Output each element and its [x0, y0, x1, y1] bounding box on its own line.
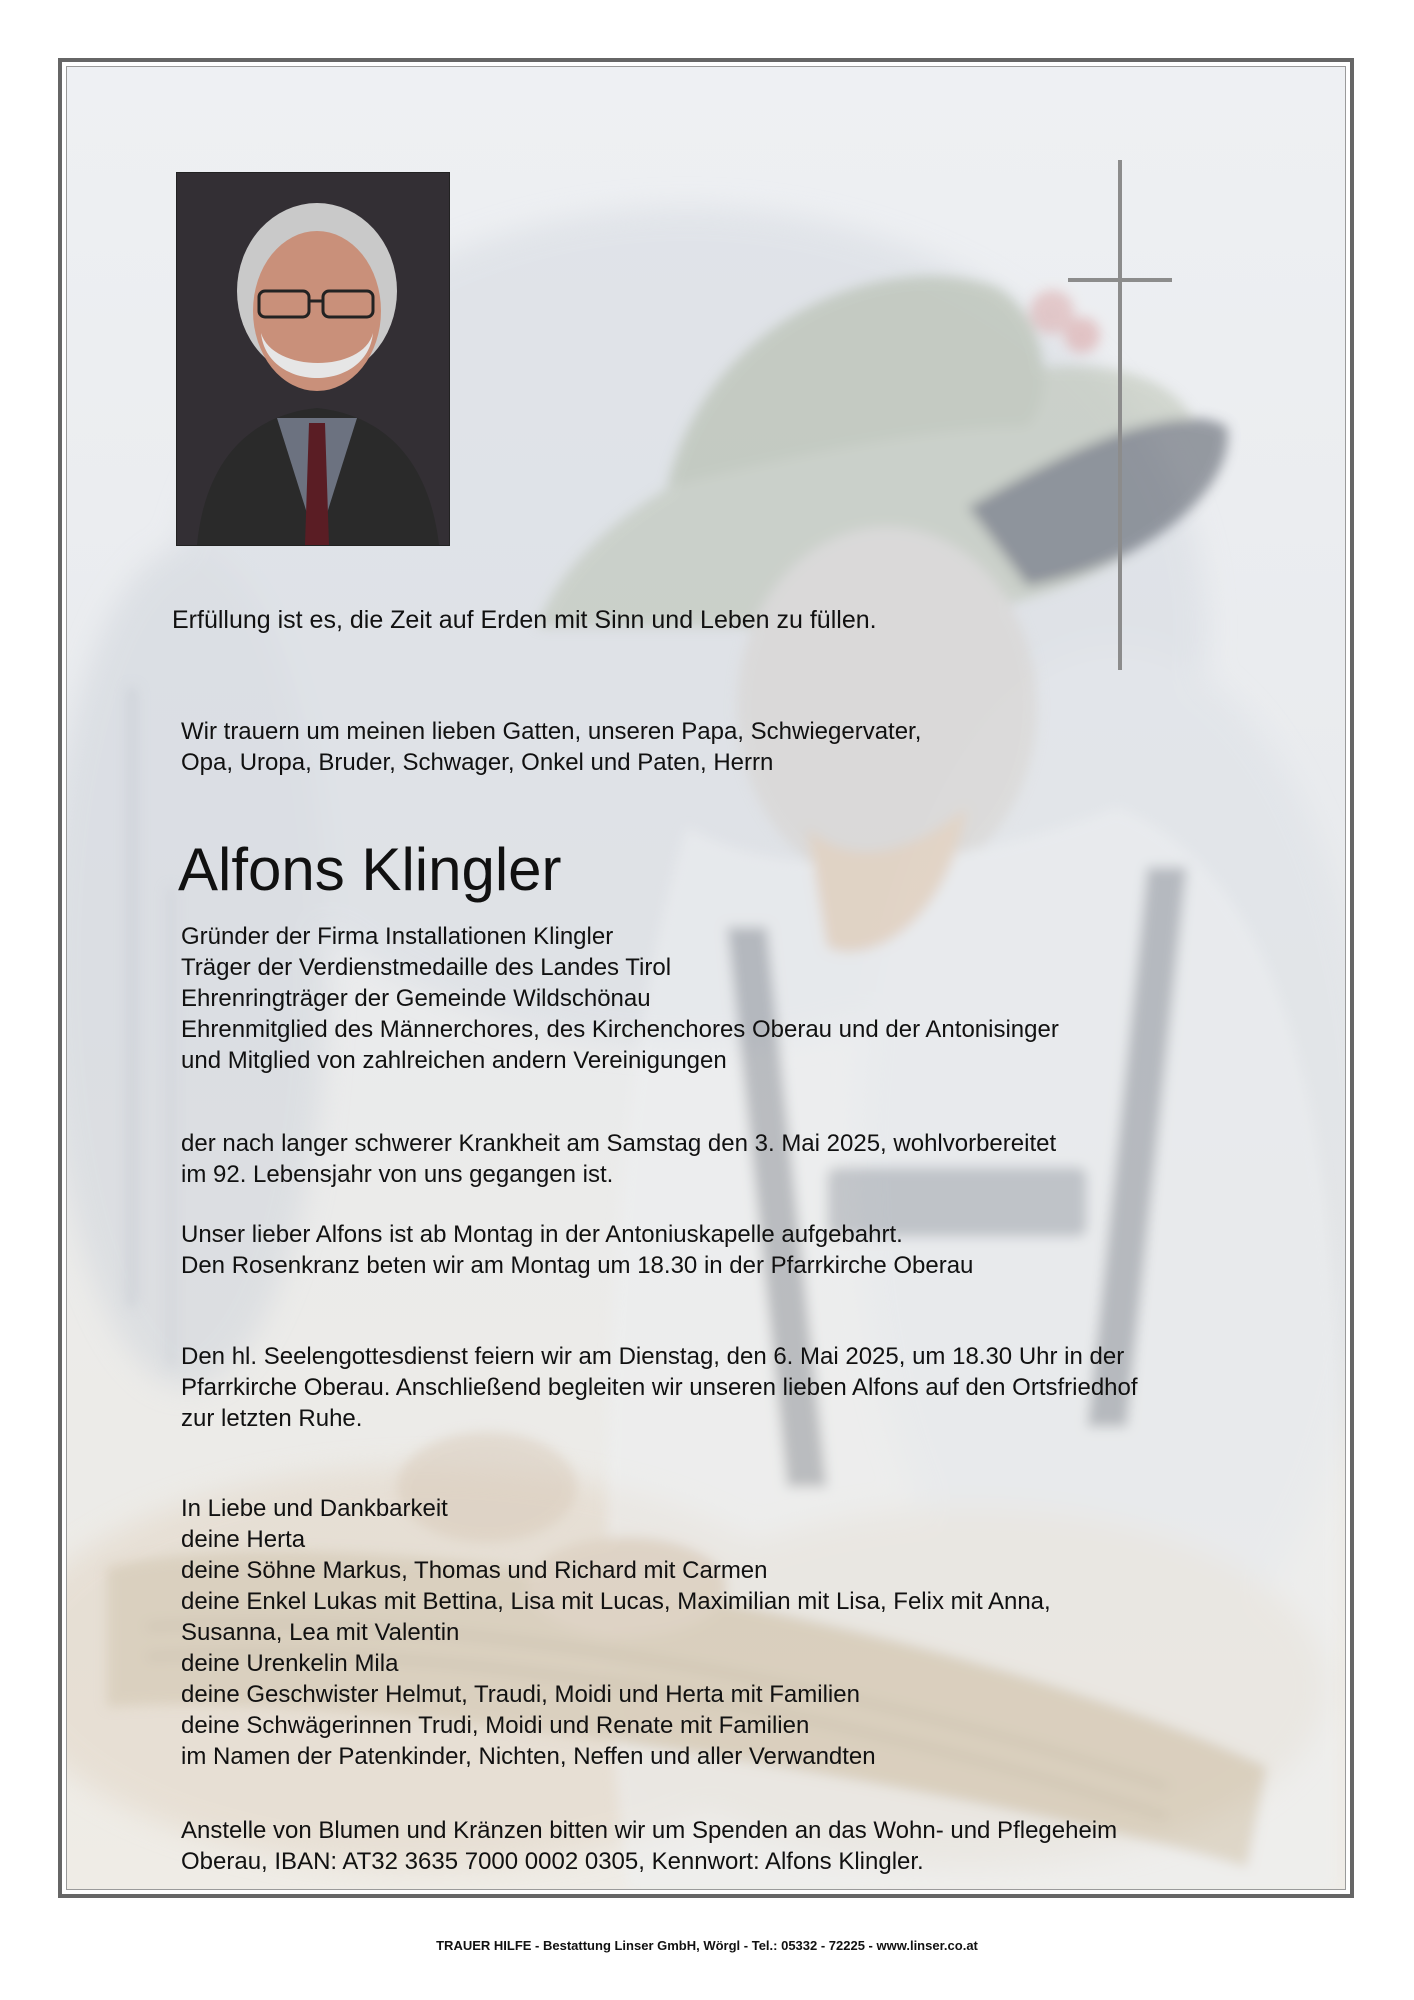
- honors-list: [181, 921, 1059, 1076]
- mourner-line: deine Geschwister Helmut, Traudi, Moidi und Herta mit Familien: [181, 1681, 860, 1708]
- mourner-line: In Liebe und Dankbarkeit: [181, 1495, 448, 1522]
- deceased-portrait: [176, 172, 450, 546]
- honor-line: Gründer der Firma Installationen Klingler: [181, 923, 614, 950]
- honor-line: Träger der Verdienstmedaille des Landes Tirol: [181, 954, 672, 981]
- mourner-line: deine Söhne Markus, Thomas und Richard mit Carmen: [181, 1557, 768, 1584]
- funeral-service-info: [181, 1341, 1138, 1434]
- donation-request: [181, 1815, 1117, 1877]
- mourner-line: deine Schwägerinnen Trudi, Moidi und Renate mit Familien: [181, 1712, 810, 1739]
- mourner-line: im Namen der Patenkinder, Nichten, Neffen und aller Verwandten: [181, 1743, 876, 1770]
- death-notice-line: der nach langer schwerer Krankheit am Samstag den 3. Mai 2025, wohlvorbereitet: [181, 1130, 1057, 1157]
- service-line: zur letzten Ruhe.: [181, 1405, 363, 1432]
- viewing-info: [181, 1219, 973, 1281]
- funeral-home-footer: TRAUER HILFE - Bestattung Linser GmbH, Wörgl - Tel.: 05332 - 72225 - www.linser.co.at: [436, 1938, 978, 1953]
- mourner-line: deine Urenkelin Mila: [181, 1650, 399, 1677]
- death-notice: [181, 1128, 1056, 1190]
- mourners-list: [181, 1493, 1051, 1772]
- intro-line: Opa, Uropa, Bruder, Schwager, Onkel und Paten, Herrn: [181, 749, 774, 776]
- honor-line: Ehrenmitglied des Männerchores, des Kirchenchores Oberau und der Antonisinger: [181, 1016, 1059, 1043]
- service-line: Den hl. Seelengottesdienst feiern wir am Dienstag, den 6. Mai 2025, um 18.30 Uhr in der: [181, 1343, 1125, 1370]
- honor-line: und Mitglied von zahlreichen andern Vereinigungen: [181, 1047, 727, 1074]
- viewing-line: Unser lieber Alfons ist ab Montag in der Antoniuskapelle aufgebahrt.: [181, 1221, 903, 1248]
- donation-line: Anstelle von Blumen und Kränzen bitten wir um Spenden an das Wohn- und Pflegeheim: [181, 1817, 1118, 1844]
- intro-line: Wir trauern um meinen lieben Gatten, unseren Papa, Schwiegervater,: [181, 718, 922, 745]
- donation-line: Oberau, IBAN: AT32 3635 7000 0002 0305, Kennwort: Alfons Klingler.: [181, 1848, 924, 1875]
- mourner-line: Susanna, Lea mit Valentin: [181, 1619, 460, 1646]
- memorial-cross: [1068, 160, 1172, 670]
- intro-text: [181, 716, 921, 778]
- cross-vertical-bar: [1118, 160, 1122, 670]
- mourner-line: deine Enkel Lukas mit Bettina, Lisa mit Lucas, Maximilian mit Lisa, Felix mit Anna,: [181, 1588, 1051, 1615]
- service-line: Pfarrkirche Oberau. Anschließend begleiten wir unseren lieben Alfons auf den Ortsfriedhof: [181, 1374, 1138, 1401]
- deceased-name: Alfons Klingler: [178, 836, 562, 903]
- cross-horizontal-bar: [1068, 278, 1172, 282]
- honor-line: Ehrenringträger der Gemeinde Wildschönau: [181, 985, 651, 1012]
- mourner-line: deine Herta: [181, 1526, 306, 1553]
- death-notice-line: im 92. Lebensjahr von uns gegangen ist.: [181, 1161, 614, 1188]
- viewing-line: Den Rosenkranz beten wir am Montag um 18.30 in der Pfarrkirche Oberau: [181, 1252, 974, 1279]
- motto-quote: Erfüllung ist es, die Zeit auf Erden mit Sinn und Leben zu füllen.: [172, 606, 877, 634]
